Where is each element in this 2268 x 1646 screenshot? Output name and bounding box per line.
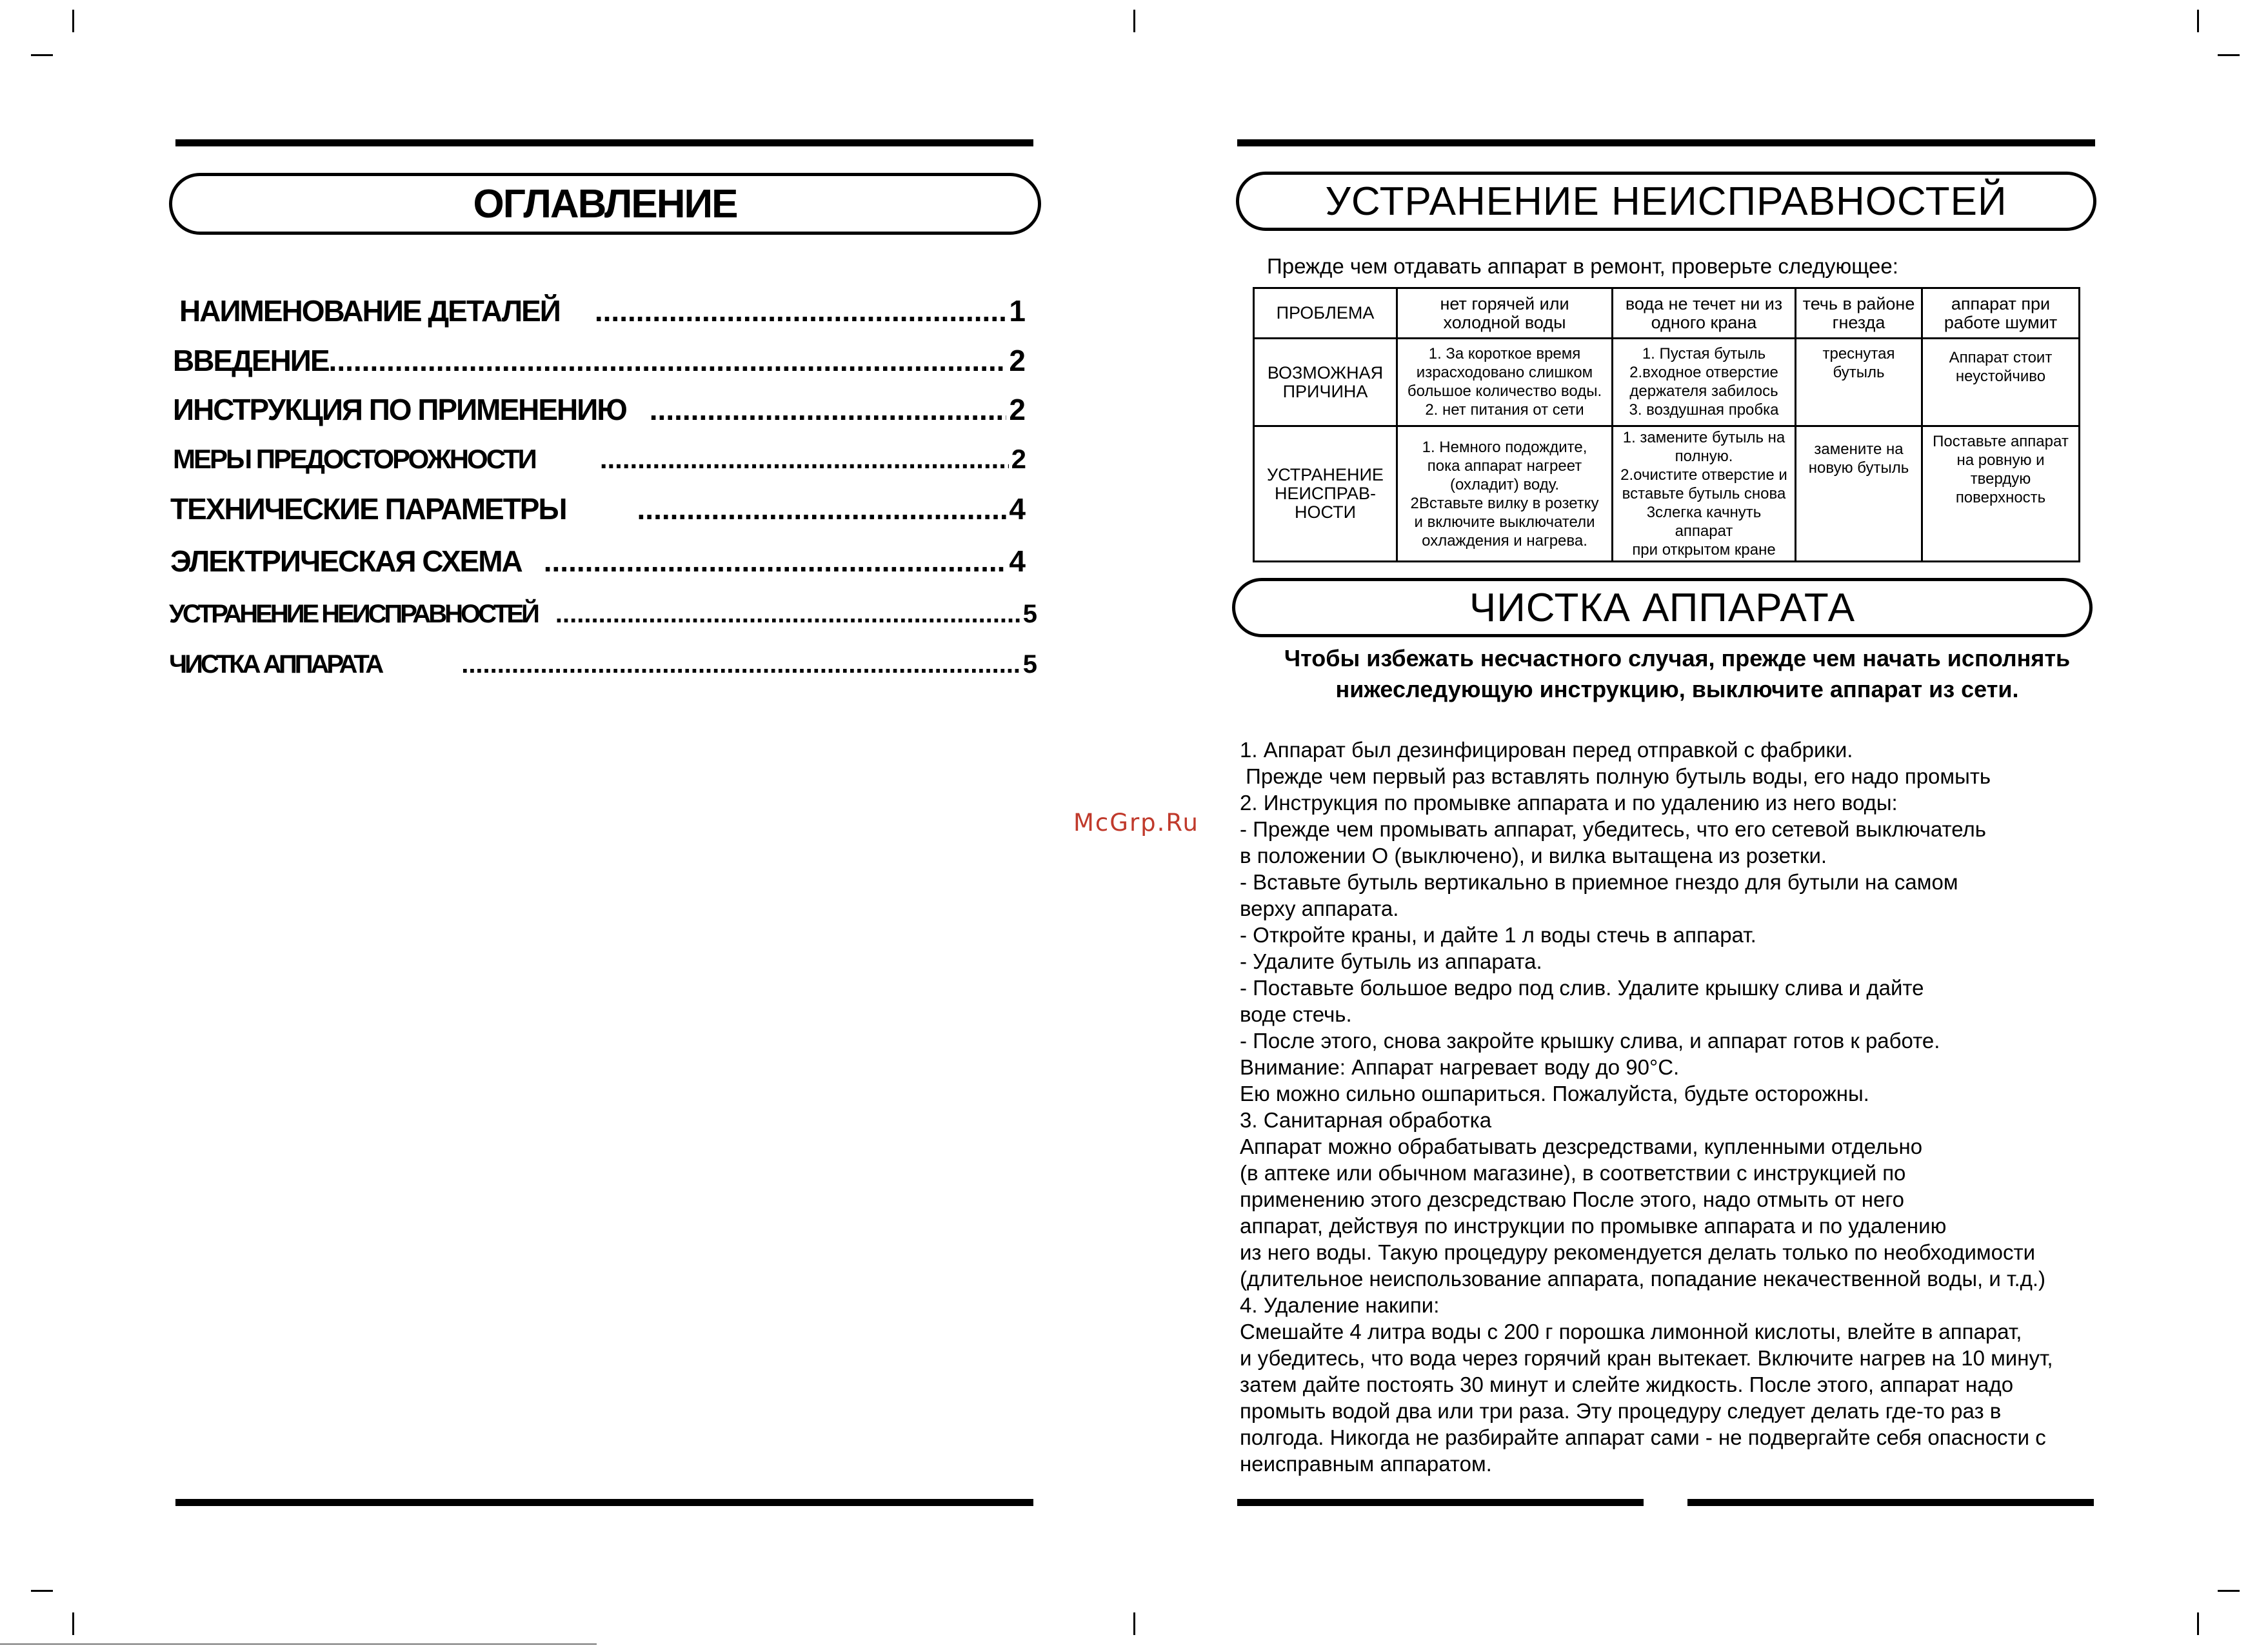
table-cell <box>1796 426 1922 562</box>
text-line: Внимание: Аппарат нагревает воду до 90°С. <box>1240 1055 1680 1079</box>
cell-line: 3слегка качнуть аппарат <box>1646 504 1762 540</box>
crop-mark <box>2218 1590 2240 1592</box>
text-line: аппарат, действуя по инструкции по промывке аппарата и по удалению <box>1240 1214 1947 1238</box>
toc-item-label: ВВЕДЕНИЕ <box>173 344 329 377</box>
troubleshooting-title: УСТРАНЕНИЕ НЕИСПРАВНОСТЕЙ <box>1325 179 2007 224</box>
toc-leader <box>637 491 1007 526</box>
toc-item-label: ТЕХНИЧЕСКИЕ ПАРАМЕТРЫ <box>170 492 566 526</box>
table-cell <box>1397 339 1613 426</box>
toc-item-page: 4 <box>1009 544 1024 578</box>
toc-item <box>173 343 1024 378</box>
toc-item <box>170 544 1024 579</box>
toc-item-label: МЕРЫ ПРЕДОСТОРОЖНОСТИ <box>173 444 535 474</box>
text-line: - Прежде чем промывать аппарат, убедитесь, что его сетевой выключатель <box>1240 817 1986 841</box>
cell-line: Поставьте аппарат <box>1933 433 2069 450</box>
toc-item-label: ЭЛЕКТРИЧЕСКАЯ СХЕМА <box>170 544 522 578</box>
toc-item-page: 2 <box>1009 344 1024 377</box>
text-line: неисправным аппаратом. <box>1240 1452 1492 1476</box>
text-line: (длительное неиспользование аппарата, попадание некачественной воды, и т.д.) <box>1240 1267 2046 1291</box>
text-line: (в аптеке или обычном магазине), в соответствии с инструкцией по <box>1240 1161 1906 1185</box>
text-line: затем дайте постоять 30 минут и слейте жидкость. После этого, аппарат надо <box>1240 1373 2014 1396</box>
text-line: - Откройте краны, и дайте 1 л воды стечь в аппарат. <box>1240 923 1756 947</box>
cell-line: бутыль <box>1833 364 1885 381</box>
text-line: из него воды. Такую процедуру рекомендуется делать только по необходимости <box>1240 1240 2036 1264</box>
table-cell <box>1613 426 1796 562</box>
table-cell <box>1254 339 1397 426</box>
toc-item-label: НАИМЕНОВАНИЕ ДЕТАЛЕЙ <box>179 294 560 328</box>
warning-line: нижеследующую инструкцию, выключите аппарат из сети. <box>1335 676 2019 702</box>
table-cell: нет горячей или холодной воды <box>1397 288 1613 339</box>
cell-line: вставьте бутыль снова <box>1622 485 1786 502</box>
bottom-rule-left <box>175 1499 1033 1506</box>
table-cell <box>1922 426 2080 562</box>
watermark: McGrp.Ru <box>1073 809 1199 837</box>
crop-mark <box>1133 10 1135 32</box>
text-line: - После этого, снова закройте крышку слива, и аппарат готов к работе. <box>1240 1029 1940 1053</box>
toc-item-label: УСТРАНЕНИЕ НЕИСПРАВНОСТЕЙ <box>169 600 537 628</box>
table-cell <box>1922 339 2080 426</box>
table-cell <box>1254 426 1397 562</box>
text-line: Ею можно сильно ошпариться. Пожалуйста, будьте осторожны. <box>1240 1082 1869 1106</box>
text-line: применению этого дезсредстваю После этого, надо отмыть от него <box>1240 1187 1905 1211</box>
cleaning-warning <box>1232 643 2122 705</box>
text-line: - Поставьте большое ведро под слив. Удалите крышку слива и дайте <box>1240 976 1924 1000</box>
cell-line: большое количество воды. <box>1407 382 1602 400</box>
table-cell: течь в районе гнезда <box>1796 288 1922 339</box>
warning-line: Чтобы избежать несчастного случая, прежде чем начать исполнять <box>1284 645 2071 671</box>
crop-mark <box>2218 54 2240 56</box>
cell-line: (охладит) воду. <box>1449 475 1560 493</box>
toc-leader <box>555 600 1020 629</box>
table-cell <box>1613 339 1796 426</box>
text-line: Прежде чем первый раз вставлять полную бутыль воды, его надо промыть <box>1240 764 1991 788</box>
toc-item <box>173 444 1024 475</box>
cell-line: полную. <box>1675 448 1733 465</box>
toc-item <box>170 491 1024 526</box>
cell-line: твердую <box>1970 470 2031 488</box>
table-row <box>1254 288 2080 339</box>
toc-item-label: ЧИСТКА АППАРАТА <box>169 650 382 679</box>
text-line: промыть водой два или три раза. Эту процедуру следует делать где-то раз в <box>1240 1399 2002 1423</box>
text-line: Аппарат можно обрабатывать дезсредствами, купленными отдельно <box>1240 1135 1923 1158</box>
toc-leader <box>600 444 1009 475</box>
crop-mark <box>2197 10 2199 32</box>
table-cell <box>1397 426 1613 562</box>
table-row <box>1254 339 2080 426</box>
top-rule-right <box>1237 139 2095 146</box>
toc-item-page: 2 <box>1011 444 1024 474</box>
cell-line: держателя забилось <box>1629 382 1778 400</box>
cell-line: замените на <box>1814 441 1904 458</box>
cell-line: УСТРАНЕНИЕ <box>1267 465 1384 484</box>
cell-line: 1. замените бутыль на <box>1622 429 1786 446</box>
cell-line: НЕИСПРАВ- <box>1274 484 1377 503</box>
top-rule-left <box>175 139 1033 146</box>
table-cell: аппарат при работе шумит <box>1922 288 2080 339</box>
crop-mark <box>72 10 74 32</box>
crop-mark <box>31 1590 53 1592</box>
toc-item-page: 1 <box>1009 294 1024 328</box>
cell-line: 2. нет питания от сети <box>1425 401 1584 419</box>
table-row <box>1254 426 2080 562</box>
toc-leader <box>544 544 1007 579</box>
cell-line: 2Вставьте вилку в розетку <box>1410 494 1599 512</box>
toc-item <box>173 392 1024 427</box>
text-line: 1. Аппарат был дезинфицирован перед отправкой с фабрики. <box>1240 738 1853 762</box>
cell-line: треснутая <box>1822 345 1895 362</box>
crop-mark <box>2197 1612 2199 1635</box>
table-cell <box>1796 339 1922 426</box>
toc-item-page: 4 <box>1009 492 1024 526</box>
toc-item-page: 5 <box>1022 600 1035 628</box>
cell-line: ВОЗМОЖНАЯ <box>1267 362 1384 382</box>
text-line: - Вставьте бутыль вертикально в приемное гнездо для бутыли на самом <box>1240 870 1958 894</box>
troubleshooting-title-box <box>1236 172 2096 231</box>
cell-line: 1. За короткое время <box>1428 345 1581 362</box>
toc-leader <box>461 650 1020 679</box>
text-line: 2. Инструкция по промывке аппарата и по удалению из него воды: <box>1240 791 1898 815</box>
cell-line: охлаждения и нагрева. <box>1422 531 1587 550</box>
cell-line: израсходовано слишком <box>1416 364 1593 381</box>
cell-line: 2.очистите отверстие и <box>1620 466 1787 484</box>
cleaning-title-box <box>1232 578 2093 637</box>
crop-mark <box>72 1612 74 1635</box>
cell-line: на ровную и <box>1956 451 2045 469</box>
crop-mark <box>1133 1612 1135 1635</box>
text-line: верху аппарата. <box>1240 897 1399 920</box>
cleaning-instructions <box>1240 737 2053 1477</box>
toc-title-box <box>169 173 1041 235</box>
text-line: и убедитесь, что вода через горячий кран вытекает. Включите нагрев на 10 минут, <box>1240 1346 2053 1370</box>
text-line: воде стечь. <box>1240 1002 1352 1026</box>
cell-line: и включите выключатели <box>1414 513 1595 531</box>
crop-mark <box>31 54 53 56</box>
toc-item <box>169 650 1035 679</box>
cell-line: 1. Немного подождите, <box>1422 438 1587 456</box>
bottom-rule-right-b <box>1687 1499 2094 1506</box>
cell-line: при открытом кране <box>1632 541 1776 559</box>
text-line: в положении О (выключено), и вилка вытащена из розетки. <box>1240 844 1827 868</box>
toc-item-page: 2 <box>1009 393 1024 426</box>
toc-item-label: ИНСТРУКЦИЯ ПО ПРИМЕНЕНИЮ <box>173 393 626 426</box>
bottom-rule-right-a <box>1237 1499 1644 1506</box>
cleaning-title: ЧИСТКА АППАРАТА <box>1469 585 1856 630</box>
crop-mark <box>0 1643 597 1645</box>
cell-line: 2.входное отверстие <box>1629 364 1778 381</box>
table-cell: вода не течет ни из одного крана <box>1613 288 1796 339</box>
cell-line: новую бутыль <box>1808 459 1909 477</box>
text-line: 4. Удаление накипи: <box>1240 1293 1440 1317</box>
text-line: Смешайте 4 литра воды с 200 г порошка лимонной кислоты, влейте в аппарат, <box>1240 1320 2022 1344</box>
cell-line: Аппарат стоит <box>1949 349 2053 366</box>
troubleshooting-intro: Прежде чем отдавать аппарат в ремонт, проверьте следующее: <box>1267 254 1898 278</box>
toc-leader <box>650 392 1007 427</box>
cell-line: 3. воздушная пробка <box>1629 401 1779 419</box>
cell-line: 1. Пустая бутыль <box>1642 345 1766 362</box>
text-line: полгода. Никогда не разбирайте аппарат сами - не подвергайте себя опасности с <box>1240 1425 2046 1449</box>
cell-line: пока аппарат нагреет <box>1427 457 1582 475</box>
toc-title: ОГЛАВЛЕНИЕ <box>473 181 737 226</box>
toc-item <box>173 293 1024 328</box>
table-cell: ПРОБЛЕМА <box>1254 288 1397 339</box>
text-line: - Удалите бутыль из аппарата. <box>1240 949 1542 973</box>
cell-line: неустойчиво <box>1955 368 2046 385</box>
cell-line: ПРИЧИНА <box>1282 381 1368 401</box>
cell-line: поверхность <box>1955 489 2046 506</box>
cell-line: НОСТИ <box>1294 502 1356 522</box>
toc-item <box>169 600 1035 629</box>
troubleshooting-table <box>1253 287 2080 562</box>
toc-item-page: 5 <box>1022 650 1035 679</box>
text-line: 3. Санитарная обработка <box>1240 1108 1492 1132</box>
toc-leader <box>329 343 1007 378</box>
toc-leader <box>595 293 1007 328</box>
